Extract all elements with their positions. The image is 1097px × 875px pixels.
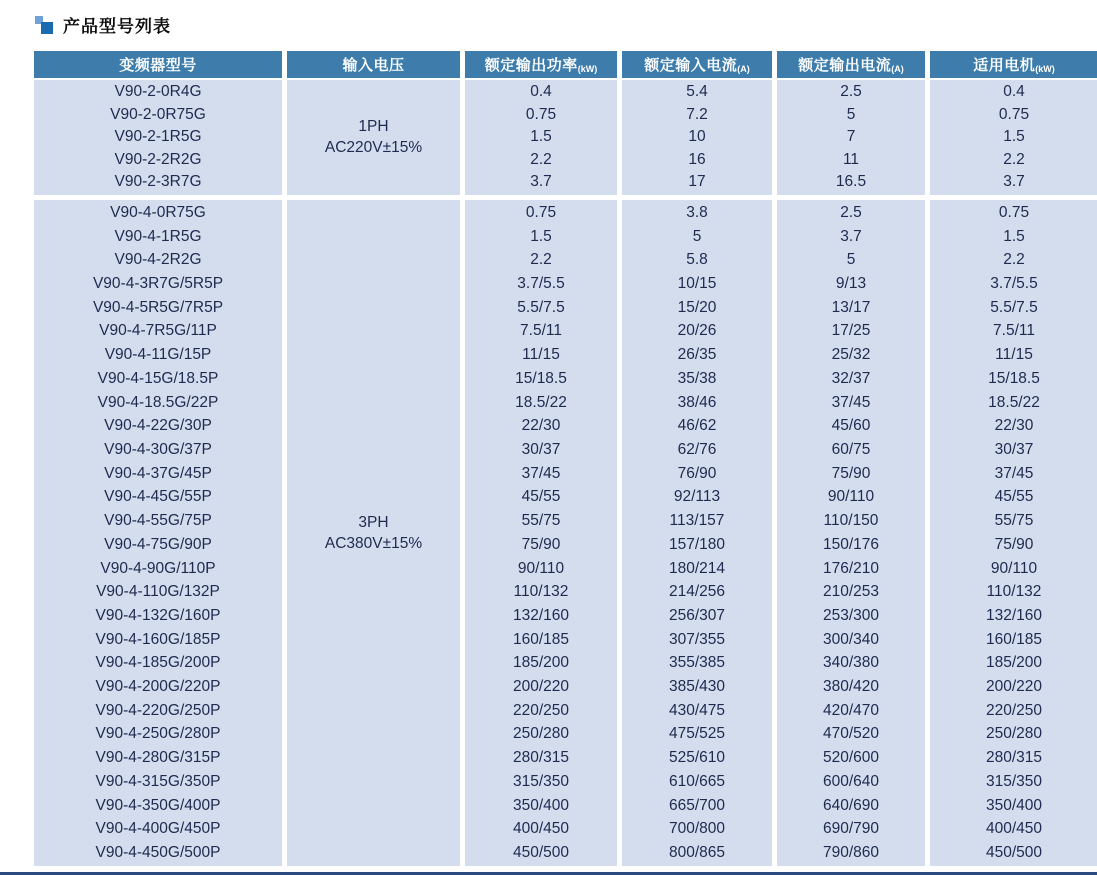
power-value: 315/350: [512, 772, 570, 790]
in_current-value: 307/355: [668, 630, 726, 648]
column-header: [622, 51, 772, 78]
model-value: V90-4-110G/132P: [96, 583, 220, 601]
out_current-value: 110/150: [823, 512, 879, 530]
motor-value: 15/18.5: [988, 369, 1040, 387]
power-value: 160/185: [512, 630, 570, 648]
motor-value: 18.5/22: [988, 393, 1040, 411]
motor-value: 11/15: [995, 346, 1033, 364]
voltage-line: AC220V±15%: [324, 139, 423, 157]
out_current-value: 470/520: [822, 725, 880, 743]
in_current-value: 256/307: [668, 606, 726, 624]
model-value: V90-4-3R7G/5R5P: [92, 275, 224, 293]
in_current-value: 610/665: [668, 772, 726, 790]
out_current-value: 11: [842, 150, 860, 168]
model-value: V90-4-75G/90P: [104, 535, 212, 553]
model-value: V90-4-185G/200P: [95, 654, 221, 672]
model-value: V90-2-2R2G: [114, 150, 202, 168]
page-title: 产品型号列表: [63, 16, 171, 36]
column-header: [34, 51, 282, 78]
power-value: 0.75: [525, 203, 557, 221]
out_current-cell: [777, 200, 925, 866]
motor-value: 55/75: [994, 512, 1034, 530]
in_current-value: 15/20: [677, 298, 717, 316]
power-value: 3.7/5.5: [517, 275, 565, 293]
model-value: V90-4-2R2G: [114, 251, 202, 269]
power-value: 400/450: [512, 820, 570, 838]
out_current-value: 690/790: [822, 820, 880, 838]
in_current-value: 20/26: [677, 322, 717, 340]
power-value: 55/75: [521, 512, 561, 530]
power-value: 5.5/7.5: [517, 298, 565, 316]
model-value: V90-4-315G/350P: [95, 772, 221, 790]
power-value: 11/15: [522, 346, 560, 364]
table-header-row: [34, 51, 1097, 78]
in_current-value: 157/180: [668, 535, 726, 553]
motor-value: 90/110: [990, 559, 1038, 577]
out_current-value: 16.5: [835, 173, 867, 191]
motor-value: 280/315: [985, 749, 1043, 767]
power-value: 3.7: [530, 173, 552, 191]
motor-value: 1.5: [1003, 227, 1025, 245]
out_current-value: 9/13: [835, 275, 867, 293]
in_current-value: 38/46: [677, 393, 717, 411]
model-value: V90-4-250G/280P: [95, 725, 221, 743]
in_current-value: 26/35: [677, 346, 717, 364]
motor-value: 1.5: [1003, 128, 1025, 146]
power-value: 37/45: [521, 464, 561, 482]
column-header-label: 额定输出功率: [484, 57, 578, 74]
model-value: V90-4-132G/160P: [95, 606, 221, 624]
motor-value: 3.7: [1003, 173, 1025, 191]
power-value: 30/37: [521, 441, 561, 458]
motor-value: 0.4: [1003, 83, 1025, 100]
out_current-value: 150/176: [822, 535, 880, 553]
out_current-value: 253/300: [822, 606, 880, 624]
column-header-unit: (kW): [1035, 64, 1055, 74]
model-value: V90-4-350G/400P: [95, 796, 221, 814]
in_current-value: 700/800: [668, 820, 726, 838]
power-value: 250/280: [512, 725, 570, 743]
out_current-value: 7: [846, 128, 856, 146]
product-model-table: [34, 51, 1097, 866]
model-value: V90-4-22G/30P: [104, 417, 212, 435]
in_current-value: 10: [688, 128, 706, 146]
motor-value: 250/280: [985, 725, 1043, 743]
model-value: V90-4-45G/55P: [104, 488, 212, 506]
out_current-value: 520/600: [822, 749, 880, 767]
model-value: V90-4-55G/75P: [104, 512, 212, 530]
out_current-value: 3.7: [840, 227, 862, 245]
model-value: V90-4-18.5G/22P: [97, 393, 219, 411]
power-value: 22/30: [521, 417, 561, 435]
model-value: V90-2-3R7G: [114, 173, 202, 191]
out_current-value: 640/690: [822, 796, 880, 814]
voltage-cell: [287, 80, 460, 195]
power-value: 220/250: [512, 701, 570, 719]
model-value: V90-2-1R5G: [114, 128, 202, 146]
in_current-value: 355/385: [668, 654, 726, 672]
column-header-unit: (A): [737, 64, 750, 74]
in_current-value: 35/38: [677, 369, 717, 387]
model-value: V90-4-15G/18.5P: [97, 369, 219, 387]
model-value: V90-2-0R75G: [110, 105, 206, 123]
model-value: V90-4-220G/250P: [95, 701, 221, 719]
in_current-value: 5.4: [686, 83, 708, 100]
power-value: 450/500: [512, 843, 570, 861]
out_current-value: 5: [846, 105, 856, 123]
motor-value: 7.5/11: [993, 322, 1035, 340]
motor-value: 315/350: [985, 772, 1043, 790]
motor-value: 200/220: [985, 678, 1043, 696]
voltage-cell: [287, 200, 460, 866]
motor-cell: [930, 200, 1097, 866]
out_current-value: 37/45: [831, 393, 871, 411]
model-value: V90-4-160G/185P: [95, 630, 221, 648]
section-marker-icon: [35, 15, 54, 34]
model-value: V90-4-450G/500P: [95, 843, 221, 861]
in_current-value: 180/214: [668, 559, 726, 577]
motor-cell: [930, 80, 1097, 195]
in_current-value: 5.8: [686, 251, 708, 269]
table-section: [34, 80, 1097, 195]
power-value: 110/132: [513, 583, 569, 601]
in_current-cell: [622, 80, 772, 195]
motor-value: 45/55: [994, 488, 1034, 506]
in_current-value: 62/76: [677, 441, 717, 458]
model-value: V90-4-11G/15P: [104, 346, 212, 364]
power-value: 45/55: [521, 488, 561, 506]
out_current-value: 5: [846, 251, 856, 269]
out_current-value: 13/17: [831, 298, 871, 316]
motor-value: 110/132: [986, 583, 1042, 601]
table-section: [34, 200, 1097, 866]
power-value: 280/315: [512, 749, 570, 767]
model-value: V90-4-37G/45P: [104, 464, 212, 482]
out_current-value: 32/37: [831, 369, 871, 387]
in_current-value: 665/700: [668, 796, 726, 814]
out_current-value: 600/640: [822, 772, 880, 790]
out_current-value: 90/110: [827, 488, 875, 506]
out_current-value: 340/380: [822, 654, 880, 672]
out_current-value: 2.5: [840, 203, 862, 221]
out_current-value: 210/253: [822, 583, 880, 601]
in_current-value: 475/525: [668, 725, 726, 743]
table-body: [34, 80, 1097, 866]
in_current-cell: [622, 200, 772, 866]
model-value: V90-4-5R5G/7R5P: [92, 298, 224, 316]
power-value: 18.5/22: [515, 393, 567, 411]
motor-value: 37/45: [994, 464, 1034, 482]
page-title-row: [0, 0, 1097, 39]
out_current-value: 75/90: [831, 464, 871, 482]
motor-value: 3.7/5.5: [990, 275, 1038, 293]
out_current-value: 300/340: [822, 630, 880, 648]
model-value: V90-4-1R5G: [114, 227, 202, 245]
motor-value: 30/37: [994, 441, 1034, 458]
motor-value: 132/160: [985, 606, 1043, 624]
model-value: V90-4-400G/450P: [95, 820, 221, 838]
motor-value: 185/200: [985, 654, 1043, 672]
motor-value: 0.75: [998, 203, 1030, 221]
power-value: 0.75: [525, 105, 557, 123]
model-value: V90-2-0R4G: [114, 83, 202, 100]
in_current-value: 7.2: [686, 105, 708, 123]
model-value: V90-4-200G/220P: [95, 678, 221, 696]
in_current-value: 430/475: [668, 701, 726, 719]
model-cell: [34, 200, 282, 866]
power-value: 90/110: [517, 559, 565, 577]
in_current-value: 525/610: [668, 749, 726, 767]
in_current-value: 214/256: [668, 583, 726, 601]
column-header: [777, 51, 925, 78]
column-header-unit: (kW): [577, 64, 598, 74]
model-cell: [34, 80, 282, 195]
in_current-value: 385/430: [668, 678, 726, 696]
in_current-value: 16: [688, 150, 706, 168]
power-value: 7.5/11: [520, 322, 562, 340]
model-value: V90-4-7R5G/11P: [99, 322, 217, 340]
motor-value: 350/400: [985, 796, 1043, 814]
motor-value: 220/250: [985, 701, 1043, 719]
column-header: [930, 51, 1097, 78]
in_current-value: 800/865: [668, 843, 726, 861]
power-cell: [465, 200, 617, 866]
column-header-label: 适用电机: [973, 57, 1036, 74]
power-value: 0.4: [530, 83, 552, 100]
out_current-value: 25/32: [831, 346, 871, 364]
in_current-value: 10/15: [677, 275, 717, 293]
column-header: [287, 51, 460, 78]
power-value: 1.5: [530, 128, 552, 146]
column-header-label: 额定输出电流: [798, 57, 892, 74]
voltage-line: 3PH: [358, 513, 389, 531]
power-value: 132/160: [512, 606, 570, 624]
voltage-line: AC380V±15%: [324, 534, 423, 552]
power-value: 75/90: [521, 535, 561, 553]
power-value: 185/200: [512, 654, 570, 672]
in_current-value: 5: [692, 227, 702, 245]
motor-value: 22/30: [994, 417, 1034, 435]
out_current-value: 45/60: [831, 417, 871, 435]
power-value: 1.5: [530, 227, 552, 245]
column-header-label: 输入电压: [342, 57, 405, 74]
motor-value: 0.75: [998, 105, 1030, 123]
in_current-value: 76/90: [677, 464, 717, 482]
bottom-divider: [0, 872, 1097, 875]
in_current-value: 92/113: [673, 488, 721, 506]
in_current-value: 3.8: [686, 203, 708, 221]
power-value: 200/220: [512, 678, 570, 696]
power-value: 2.2: [530, 150, 552, 168]
out_current-cell: [777, 80, 925, 195]
motor-value: 450/500: [985, 843, 1043, 861]
motor-value: 160/185: [985, 630, 1043, 648]
out_current-value: 176/210: [822, 559, 880, 577]
out_current-value: 420/470: [822, 701, 880, 719]
out_current-value: 790/860: [822, 843, 880, 861]
power-value: 2.2: [530, 251, 552, 269]
in_current-value: 113/157: [669, 512, 725, 530]
model-value: V90-4-280G/315P: [95, 749, 221, 767]
out_current-value: 17/25: [831, 322, 871, 340]
voltage-line: 1PH: [358, 118, 389, 136]
model-value: V90-4-90G/110P: [100, 559, 216, 577]
motor-value: 2.2: [1003, 251, 1025, 269]
column-header: [465, 51, 617, 78]
power-cell: [465, 80, 617, 195]
in_current-value: 17: [688, 173, 706, 191]
in_current-value: 46/62: [677, 417, 717, 435]
out_current-value: 2.5: [840, 83, 862, 100]
model-value: V90-4-0R75G: [110, 203, 206, 221]
column-header-unit: (A): [891, 64, 904, 74]
column-header-label: 变频器型号: [119, 57, 197, 74]
power-value: 15/18.5: [515, 369, 567, 387]
out_current-value: 60/75: [831, 441, 871, 458]
column-header-label: 额定输入电流: [644, 57, 738, 74]
power-value: 350/400: [512, 796, 570, 814]
motor-value: 5.5/7.5: [990, 298, 1038, 316]
motor-value: 2.2: [1003, 150, 1025, 168]
motor-value: 400/450: [985, 820, 1043, 838]
motor-value: 75/90: [994, 535, 1034, 553]
out_current-value: 380/420: [822, 678, 880, 696]
model-value: V90-4-30G/37P: [104, 441, 212, 458]
